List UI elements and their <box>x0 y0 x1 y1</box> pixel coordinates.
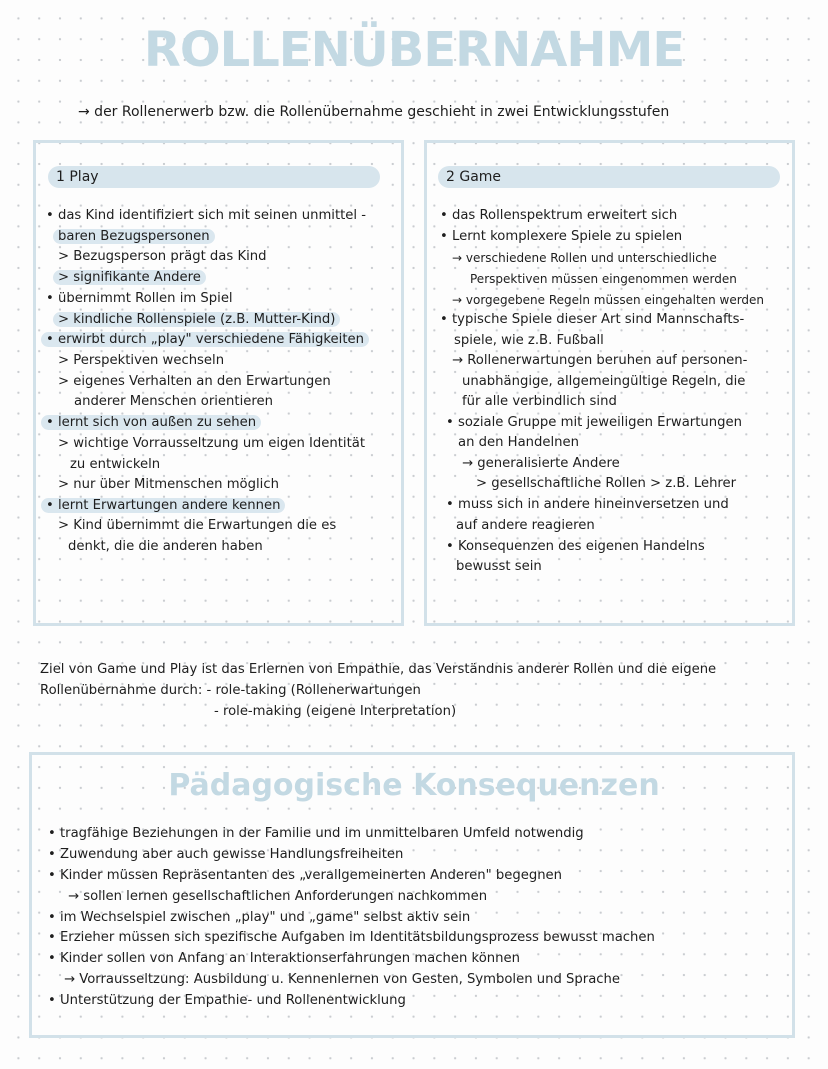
play-line: > kindliche Rollenspiele (z.B. Mutter-Kind) <box>58 312 340 328</box>
game-line: an den Handelnen <box>458 435 579 450</box>
game-line: • Lernt komplexere Spiele zu spielen <box>440 229 683 244</box>
consequences-heading: Pädagogische Konsequenzen <box>168 768 660 803</box>
goal-line: - role-making (eigene Interpretation) <box>214 704 457 719</box>
goal-line: Ziel von Game und Play ist das Erlernen von Empathie, das Verständnis anderer Rollen und die eigene <box>40 662 717 677</box>
play-line: > eigenes Verhalten an den Erwartungen <box>58 374 331 389</box>
play-line: baren Bezugspersonen <box>58 229 215 245</box>
play-line: • das Kind identifiziert sich mit seinen unmittel - <box>46 208 367 223</box>
play-line: > Kind übernimmt die Erwartungen die es <box>58 518 337 533</box>
consequence-line: • Unterstützung der Empathie- und Rollenentwicklung <box>48 993 406 1008</box>
game-line: • Konsequenzen des eigenen Handelns <box>446 539 705 554</box>
intro-text: → der Rollenerwerb bzw. die Rollenübernahme geschieht in zwei Entwicklungsstufen <box>78 104 670 120</box>
play-heading: 1 Play <box>56 169 99 185</box>
game-line: • soziale Gruppe mit jeweiligen Erwartungen <box>446 415 742 430</box>
play-line: • erwirbt durch „play" verschiedene Fähigkeiten <box>46 332 369 348</box>
play-line: > nur über Mitmenschen möglich <box>58 477 279 492</box>
game-line: unabhängige, allgemeingültige Regeln, die <box>462 374 746 389</box>
game-line: → generalisierte Andere <box>462 456 620 471</box>
goal-line: Rollenübernahme durch: - role-taking (Rollenerwartungen <box>40 683 421 698</box>
consequence-line: → Vorrausseltzung: Ausbildung u. Kennenlernen von Gesten, Symbolen und Sprache <box>64 972 620 987</box>
consequence-line: → sollen lernen gesellschaftlichen Anforderungen nachkommen <box>68 889 488 904</box>
game-line: auf andere reagieren <box>456 518 595 533</box>
game-line: • muss sich in andere hineinversetzen und <box>446 497 729 512</box>
game-line: → verschiedene Rollen und unterschiedliche <box>452 251 717 265</box>
consequence-line: • Kinder sollen von Anfang an Interaktionserfahrungen machen können <box>48 951 520 966</box>
play-line: • lernt sich von außen zu sehen <box>46 415 261 431</box>
play-line: > Bezugsperson prägt das Kind <box>58 249 267 264</box>
consequence-line: • Zuwendung aber auch gewisse Handlungsfreiheiten <box>48 847 404 862</box>
game-line: für alle verbindlich sind <box>462 394 617 409</box>
game-line: bewusst sein <box>456 559 542 574</box>
page-title: ROLLENÜBERNAHME <box>143 22 685 78</box>
game-line: • das Rollenspektrum erweitert sich <box>440 208 678 223</box>
consequence-line: • Kinder müssen Repräsentanten des „verallgemeinerten Anderen" begegnen <box>48 868 563 883</box>
play-line: > Perspektiven wechseln <box>58 353 225 368</box>
play-line: • übernimmt Rollen im Spiel <box>46 291 233 306</box>
play-line: > signifikante Andere <box>58 270 206 286</box>
play-line: denkt, die die anderen haben <box>68 539 263 554</box>
play-line: zu entwickeln <box>70 457 161 472</box>
game-heading: 2 Game <box>446 169 502 185</box>
consequence-line: • tragfähige Beziehungen in der Familie und im unmittelbaren Umfeld notwendig <box>48 826 584 841</box>
game-line: → Rollenerwartungen beruhen auf personen- <box>452 353 748 368</box>
game-line: • typische Spiele dieser Art sind Mannschafts- <box>440 312 745 327</box>
consequence-line: • Erzieher müssen sich spezifische Aufgaben im Identitätsbildungsprozess bewusst machen <box>48 930 655 945</box>
game-line: → vorgegebene Regeln müssen eingehalten werden <box>452 293 765 307</box>
play-line: > wichtige Vorrausseltzung um eigen Identität <box>58 436 366 451</box>
game-line: spiele, wie z.B. Fußball <box>454 333 604 348</box>
play-line: • lernt Erwartungen andere kennen <box>46 498 285 514</box>
game-line: > gesellschaftliche Rollen > z.B. Lehrer <box>476 476 737 491</box>
game-line: Perspektiven müssen eingenommen werden <box>470 272 737 286</box>
consequence-line: • im Wechselspiel zwischen „play" und „game" selbst aktiv sein <box>48 910 471 925</box>
play-line: anderer Menschen orientieren <box>74 394 273 409</box>
